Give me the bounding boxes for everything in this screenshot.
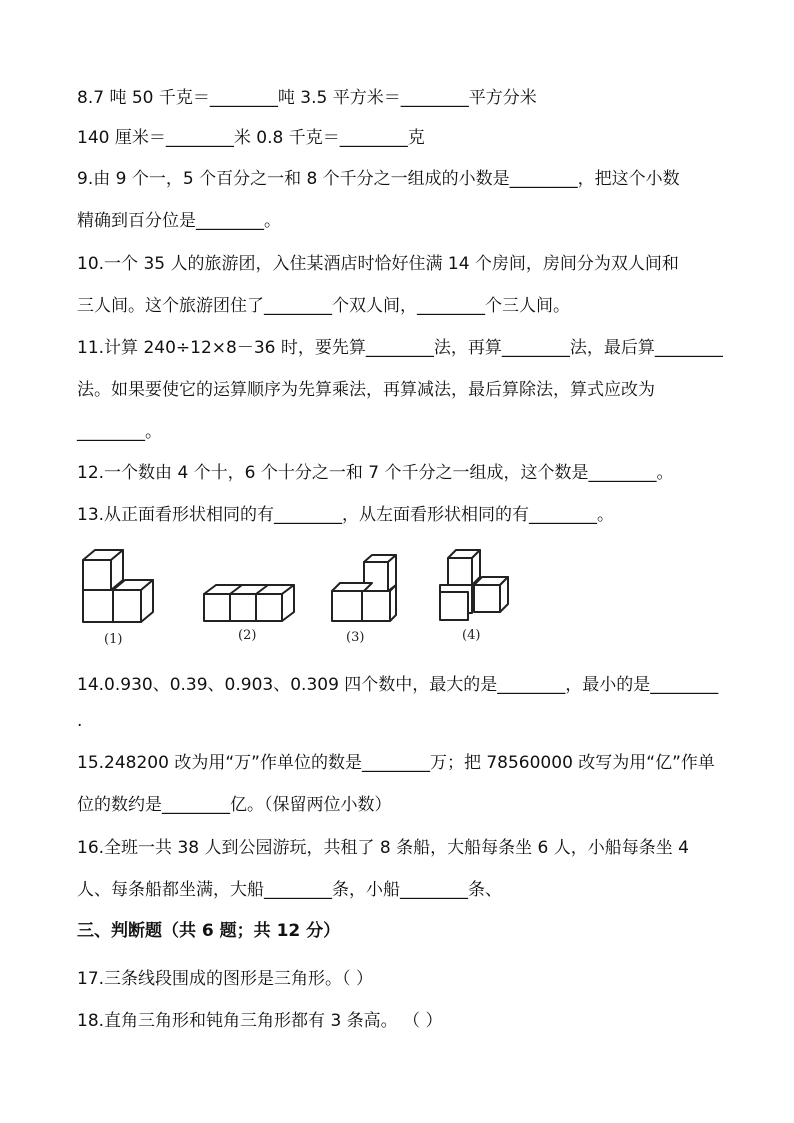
- question-8-line-2: 140 厘米＝________米 0.8 千克＝________克: [77, 128, 425, 148]
- question-9-line-1: 9.由 9 个一，5 个百分之一和 8 个千分之一组成的小数是________，把这个小数: [77, 169, 680, 189]
- figure-4-caption: (4): [462, 628, 481, 643]
- question-12-line: 12.一个数由 4 个十，6 个十分之一和 7 个千分之一组成，这个数是________。: [77, 463, 674, 483]
- question-11-line-1: 11.计算 240÷12×8－36 时，要先算________法，再算________法，最后算________: [77, 338, 723, 358]
- figure-3-cubes: [332, 555, 396, 621]
- question-16-line-1: 16.全班一共 38 人到公园游玩，共租了 8 条船，大船每条坐 6 人，小船每条坐 4: [77, 838, 689, 858]
- question-15-line-1: 15.248200 改为用“万”作单位的数是________万；把 78560000 改写为用“亿”作单: [77, 753, 715, 773]
- figure-1-caption: (1): [104, 632, 123, 647]
- question-10-line-1: 10.一个 35 人的旅游团，入住某酒店时恰好住满 14 个房间，房间分为双人间和: [77, 254, 679, 274]
- question-14-line-2: .: [77, 711, 83, 731]
- question-8-line-1: 8.7 吨 50 千克＝________吨 3.5 平方米＝________平方分米: [77, 88, 537, 108]
- figure-3-caption: (3): [346, 630, 365, 645]
- question-10-line-2: 三人间。这个旅游团住了________个双人间，________个三人间。: [77, 296, 570, 316]
- question-11-line-2: 法。如果要使它的运算顺序为先算乘法，再算减法，最后算除法，算式应改为: [77, 380, 655, 400]
- question-13-line: 13.从正面看形状相同的有________，从左面看形状相同的有________。: [77, 505, 615, 525]
- figure-4-cubes: [440, 550, 508, 620]
- question-9-line-2: 精确到百分位是________。: [77, 211, 281, 231]
- question-17-line: 17.三条线段围成的图形是三角形。（ ）: [77, 969, 373, 989]
- question-16-line-2: 人、每条船都坐满，大船________条，小船________条、: [77, 880, 502, 900]
- figure-1-cubes: [83, 550, 153, 622]
- question-14-line-1: 14.0.930、0.39、0.903、0.309 四个数中，最大的是________，最小的是________: [77, 675, 719, 695]
- figure-2-caption: (2): [238, 628, 257, 643]
- figure-2-cubes: [204, 585, 294, 621]
- section-3-heading: 三、判断题（共 6 题；共 12 分）: [77, 921, 341, 941]
- question-11-line-3: ________。: [77, 422, 162, 442]
- question-18-line: 18.直角三角形和钝角三角形都有 3 条高。 （ ）: [77, 1011, 443, 1031]
- question-15-line-2: 位的数约是________亿。（保留两位小数）: [77, 795, 392, 815]
